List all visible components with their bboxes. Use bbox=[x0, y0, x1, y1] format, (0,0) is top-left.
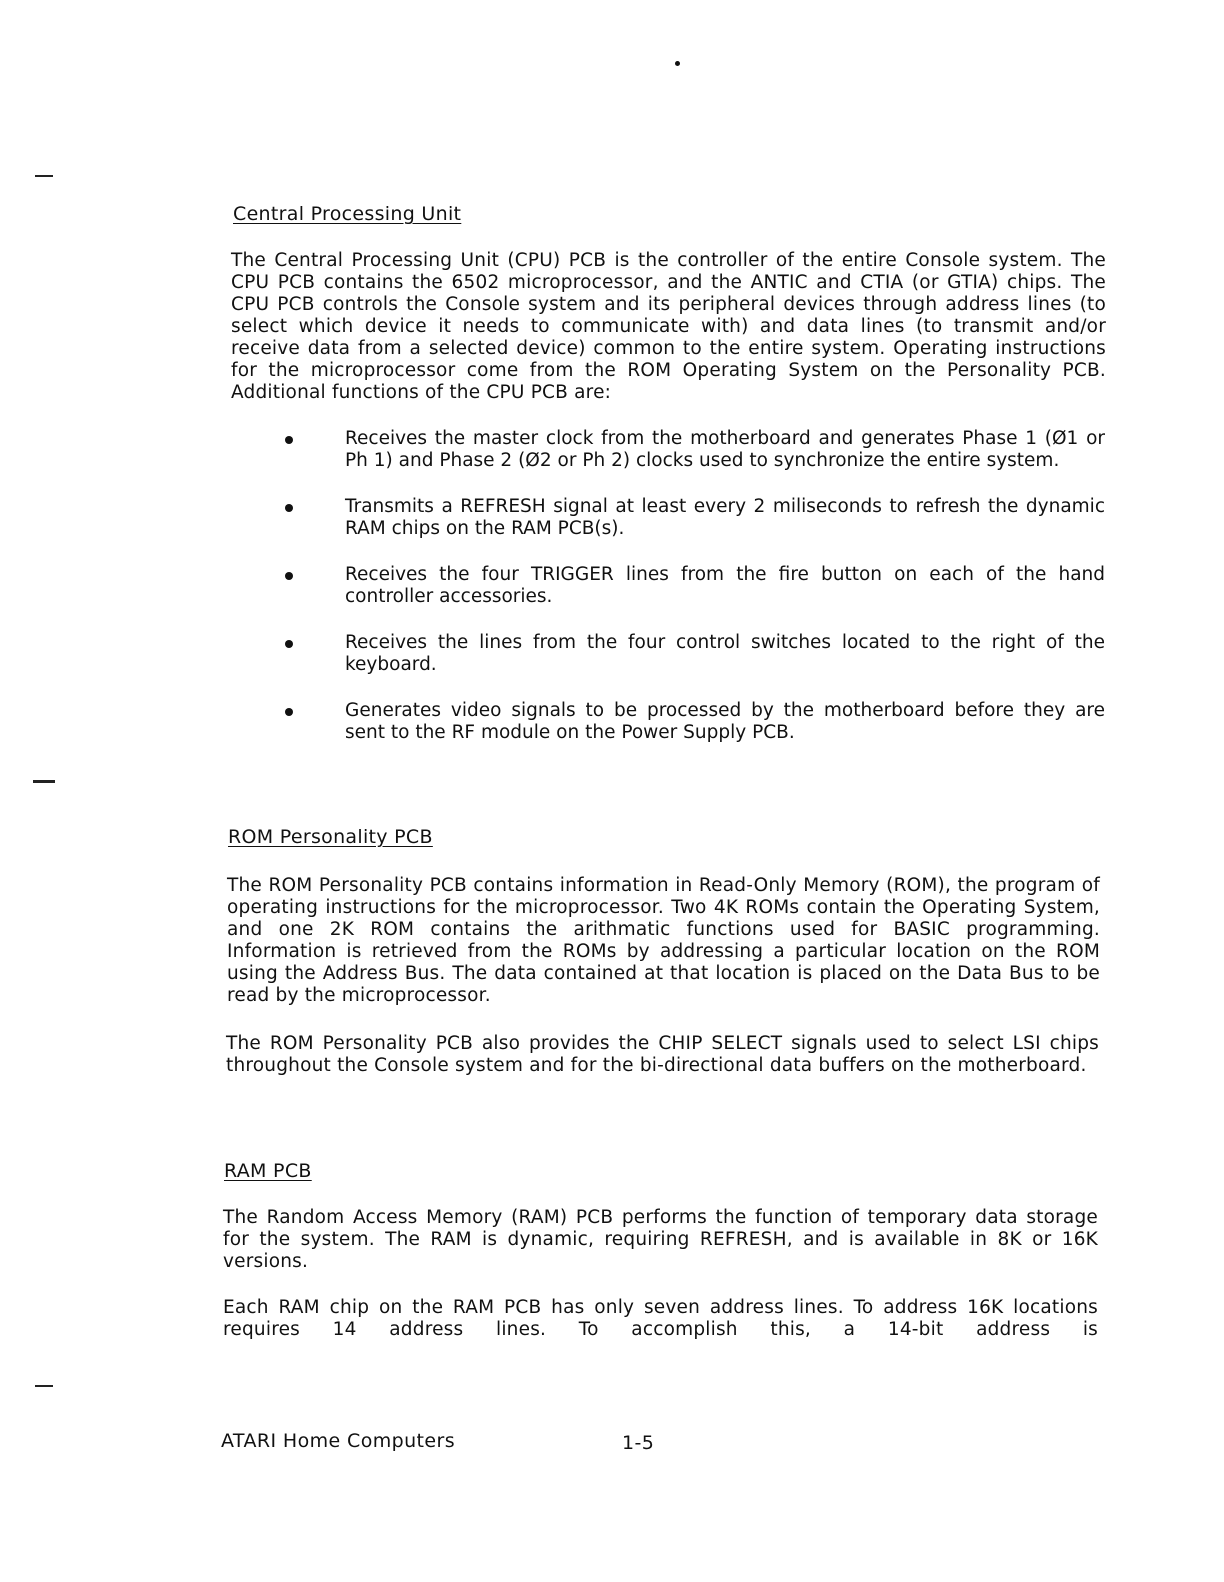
ram-paragraph-2: Each RAM chip on the RAM PCB has only seven address lines. To address 16K locations requires 14 address lines. To accomplish this, a 14-bit address is bbox=[223, 1297, 1098, 1340]
bullet-icon bbox=[285, 640, 293, 648]
list-item-text: Generates video signals to be processed by the motherboard before they are sent to the RF module on the Power Supply PCB. bbox=[345, 700, 1105, 743]
cpu-functions-list bbox=[285, 428, 1105, 744]
bullet-icon bbox=[285, 504, 293, 512]
list-item bbox=[285, 496, 1105, 540]
rom-paragraph-2: The ROM Personality PCB also provides the CHIP SELECT signals used to select LSI chips throughout the Console system and for the bi-directional data buffers on the motherboard. bbox=[226, 1033, 1099, 1076]
list-item bbox=[285, 564, 1105, 608]
list-item-text: Transmits a REFRESH signal at least every 2 miliseconds to refresh the dynamic RAM chips on the RAM PCB(s). bbox=[345, 496, 1105, 539]
margin-mark bbox=[35, 175, 53, 177]
margin-mark bbox=[35, 1385, 53, 1387]
page-number: 1-5 bbox=[622, 1432, 655, 1454]
footer-title: ATARI Home Computers bbox=[221, 1430, 455, 1452]
bullet-icon bbox=[285, 572, 293, 580]
section-heading-ram: RAM PCB bbox=[224, 1160, 312, 1182]
list-item bbox=[285, 700, 1105, 744]
rom-paragraph-1: The ROM Personality PCB contains information in Read-Only Memory (ROM), the program of operating instructions for the microprocessor. Two 4K ROMs contain the Operating System, and one 2K ROM contains the arithmatic functions used for BASIC programming. Information is retrieved from the ROMs by addressing a particular location on the ROM using the Address Bus. The data contained at that location is placed on the Data Bus to be read by the microprocessor. bbox=[227, 875, 1100, 1006]
list-item bbox=[285, 632, 1105, 676]
bullet-icon bbox=[285, 708, 293, 716]
list-item-text: Receives the four TRIGGER lines from the fire button on each of the hand controller accessories. bbox=[345, 564, 1105, 607]
section-heading-cpu: Central Processing Unit bbox=[233, 203, 462, 225]
list-item bbox=[285, 428, 1105, 472]
cpu-intro-paragraph: The Central Processing Unit (CPU) PCB is the controller of the entire Console system. The CPU PCB contains the 6502 microprocessor, and the ANTIC and CTIA (or GTIA) chips. The CPU PCB controls the Console system and its peripheral devices through address lines (to select which device it needs to communicate with) and data lines (to transmit and/or receive data from a selected device) common to the entire system. Operating instructions for the microprocessor come from the ROM Operating System on the Personality PCB. Additional functions of the CPU PCB are: bbox=[231, 250, 1106, 403]
list-item-text: Receives the master clock from the motherboard and generates Phase 1 (Ø1 or Ph 1) and Phase 2 (Ø2 or Ph 2) clocks used to synchronize the entire system. bbox=[345, 428, 1105, 471]
bullet-icon bbox=[285, 436, 293, 444]
list-item-text: Receives the lines from the four control switches located to the right of the keyboard. bbox=[345, 632, 1105, 675]
margin-mark bbox=[33, 780, 55, 783]
scan-speck bbox=[675, 61, 680, 66]
ram-paragraph-1: The Random Access Memory (RAM) PCB performs the function of temporary data storage for the system. The RAM is dynamic, requiring REFRESH, and is available in 8K or 16K versions. bbox=[223, 1207, 1098, 1272]
section-heading-rom: ROM Personality PCB bbox=[228, 826, 433, 848]
